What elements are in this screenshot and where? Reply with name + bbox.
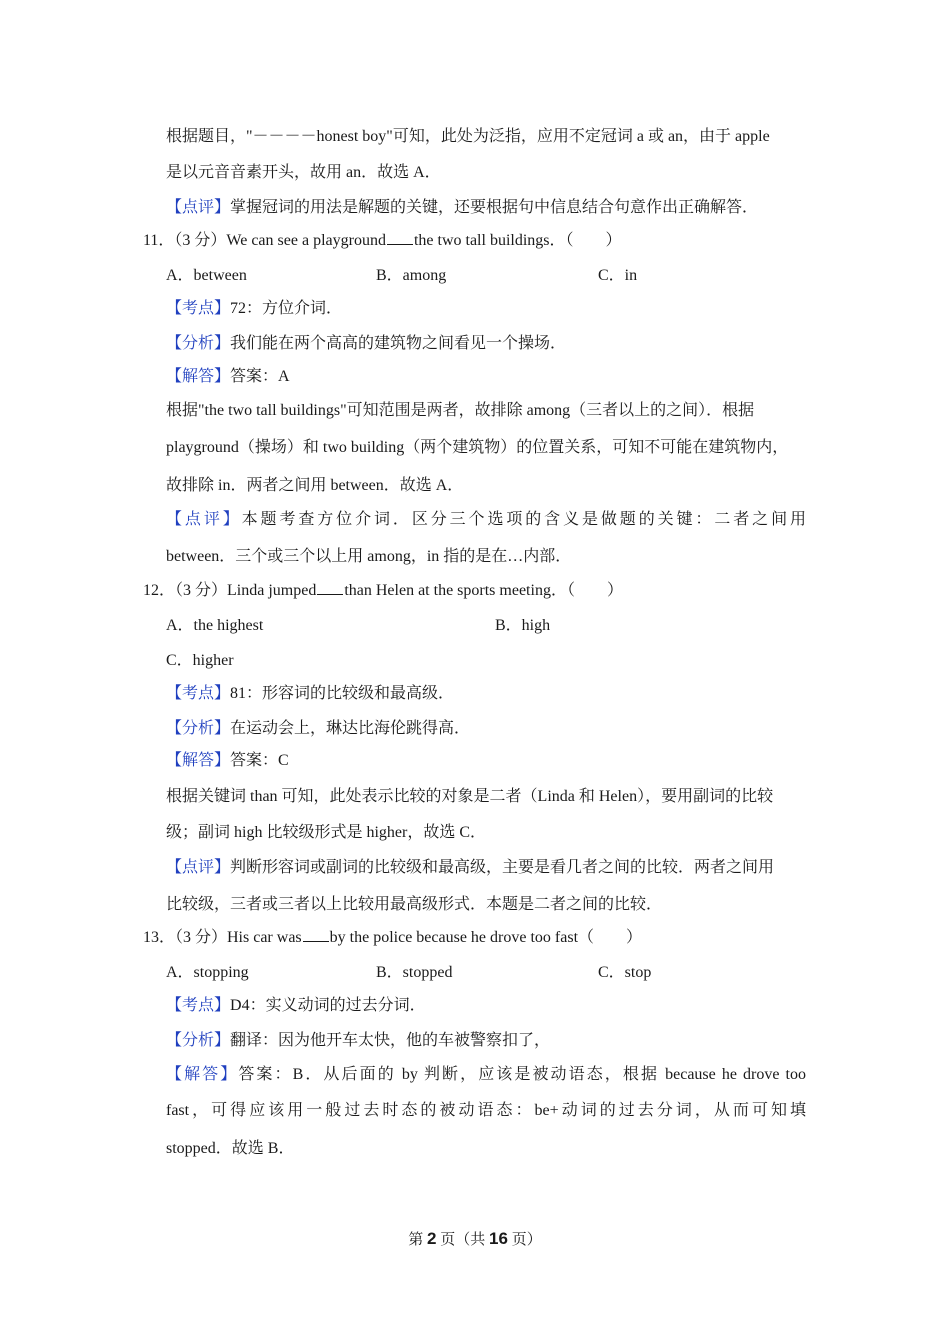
question-11-tail: the two tall buildings．（ ） <box>413 232 622 249</box>
page-number: 2 <box>427 1229 437 1248</box>
question-13-tail: by the police because he drove too fast（ ） <box>329 929 643 946</box>
q11-option-b: B．among <box>376 267 447 284</box>
q12-point <box>166 683 816 705</box>
analysis-tag: 【分析】 <box>166 1032 231 1049</box>
analysis-text: 翻译：因为他开车太快，他的车被警察扣了， <box>230 1032 551 1049</box>
q11-analysis <box>166 333 816 355</box>
page-total: 16 <box>489 1229 508 1248</box>
q11-review-2: between．三个或三个以上用 among，in 指的是在…内部． <box>166 548 572 565</box>
review-tag: 【点评】 <box>166 511 242 528</box>
answer-text: 答案：C <box>230 752 289 769</box>
q13-point <box>166 995 816 1017</box>
q13-answer-1 <box>166 1064 806 1086</box>
prev-explain-line-1: 根据题目，"－－－－honest boy"可知，此处为泛指，应用不定冠词 a 或 an，由于 apple <box>166 128 770 145</box>
point-tag: 【考点】 <box>166 997 231 1014</box>
q13-answer-3: stopped．故选 B． <box>166 1140 295 1157</box>
question-13 <box>143 927 793 949</box>
footer-text: 页（共 <box>436 1232 490 1248</box>
question-11-head: 11．（3 分）We can see a playground <box>143 232 386 249</box>
q12-option-c: C．higher <box>166 652 234 669</box>
review-tag: 【点评】 <box>166 859 231 876</box>
answer-tag: 【解答】 <box>166 1066 239 1083</box>
page-footer <box>0 1228 950 1251</box>
q11-explain-2: playground（操场）和 two building（两个建筑物）的位置关系，可知不可能在建筑物内， <box>166 439 789 456</box>
question-13-head: 13．（3 分）His car was <box>143 929 302 946</box>
q13-option-b: B．stopped <box>376 964 453 981</box>
q12-analysis <box>166 718 816 740</box>
footer-text: 页） <box>507 1232 542 1248</box>
q13-option-c: C．stop <box>598 964 652 981</box>
q11-option-a: A．between <box>166 267 247 284</box>
q11-explain-1: 根据"the two tall buildings"可知范围是两者，故排除 among（三者以上的之间）．根据 <box>166 402 755 419</box>
answer-blank <box>317 580 343 595</box>
q12-explain-1: 根据关键词 than 可知，此处表示比较的对象是二者（Linda 和 Helen），要用副词的比较 <box>166 788 774 805</box>
review-text: 本题考查方位介词．区分三个选项的含义是做题的关键：二者之间用 <box>241 511 806 528</box>
analysis-text: 在运动会上，琳达比海伦跳得高． <box>230 720 471 737</box>
q11-review-1 <box>166 509 806 531</box>
point-text: D4：实义动词的过去分词． <box>230 997 426 1014</box>
q12-answer <box>166 750 816 772</box>
q11-point <box>166 298 816 320</box>
analysis-tag: 【分析】 <box>166 335 231 352</box>
review-text: 掌握冠词的用法是解题的关键，还要根据句中信息结合句意作出正确解答． <box>230 199 759 216</box>
q11-explain-3: 故排除 in．两者之间用 between．故选 A． <box>166 477 464 494</box>
question-12-tail: than Helen at the sports meeting．（ ） <box>344 582 623 599</box>
q13-answer-2: fast，可得应该用一般过去时态的被动语态：be+动词的过去分词，从而可知填 <box>166 1102 806 1119</box>
answer-blank <box>387 230 413 245</box>
point-tag: 【考点】 <box>166 685 231 702</box>
answer-tag: 【解答】 <box>166 368 231 385</box>
footer-text: 第 <box>408 1232 428 1248</box>
q12-review-1 <box>166 857 816 879</box>
point-tag: 【考点】 <box>166 300 231 317</box>
question-12 <box>143 580 793 602</box>
answer-tag: 【解答】 <box>166 752 231 769</box>
q12-option-b: B．high <box>495 617 551 634</box>
q11-option-c: C．in <box>598 267 638 284</box>
answer-text: 答案：B．从后面的 by 判断，应该是被动语态，根据 because he drove too <box>238 1066 806 1083</box>
question-12-head: 12．（3 分）Linda jumped <box>143 582 317 599</box>
q12-review-2: 比较级，三者或三者以上比较用最高级形式．本题是二者之间的比较． <box>166 896 663 913</box>
point-text: 72：方位介词． <box>230 300 343 317</box>
q11-answer <box>166 366 816 388</box>
prev-review <box>166 197 816 219</box>
q13-option-a: A．stopping <box>166 964 249 981</box>
q13-analysis <box>166 1030 816 1052</box>
q12-option-a: A．the highest <box>166 617 264 634</box>
review-text: 判断形容词或副词的比较级和最高级，主要是看几者之间的比较．两者之间用 <box>230 859 775 876</box>
answer-blank <box>303 927 329 942</box>
q12-explain-2: 级；副词 high 比较级形式是 higher，故选 C． <box>166 824 486 841</box>
point-text: 81：形容词的比较级和最高级． <box>230 685 455 702</box>
question-11 <box>143 230 793 252</box>
review-tag: 【点评】 <box>166 199 231 216</box>
answer-text: 答案：A <box>230 368 290 385</box>
prev-explain-line-2: 是以元音音素开头，故用 an．故选 A． <box>166 164 441 181</box>
analysis-text: 我们能在两个高高的建筑物之间看见一个操场． <box>230 335 567 352</box>
analysis-tag: 【分析】 <box>166 720 231 737</box>
